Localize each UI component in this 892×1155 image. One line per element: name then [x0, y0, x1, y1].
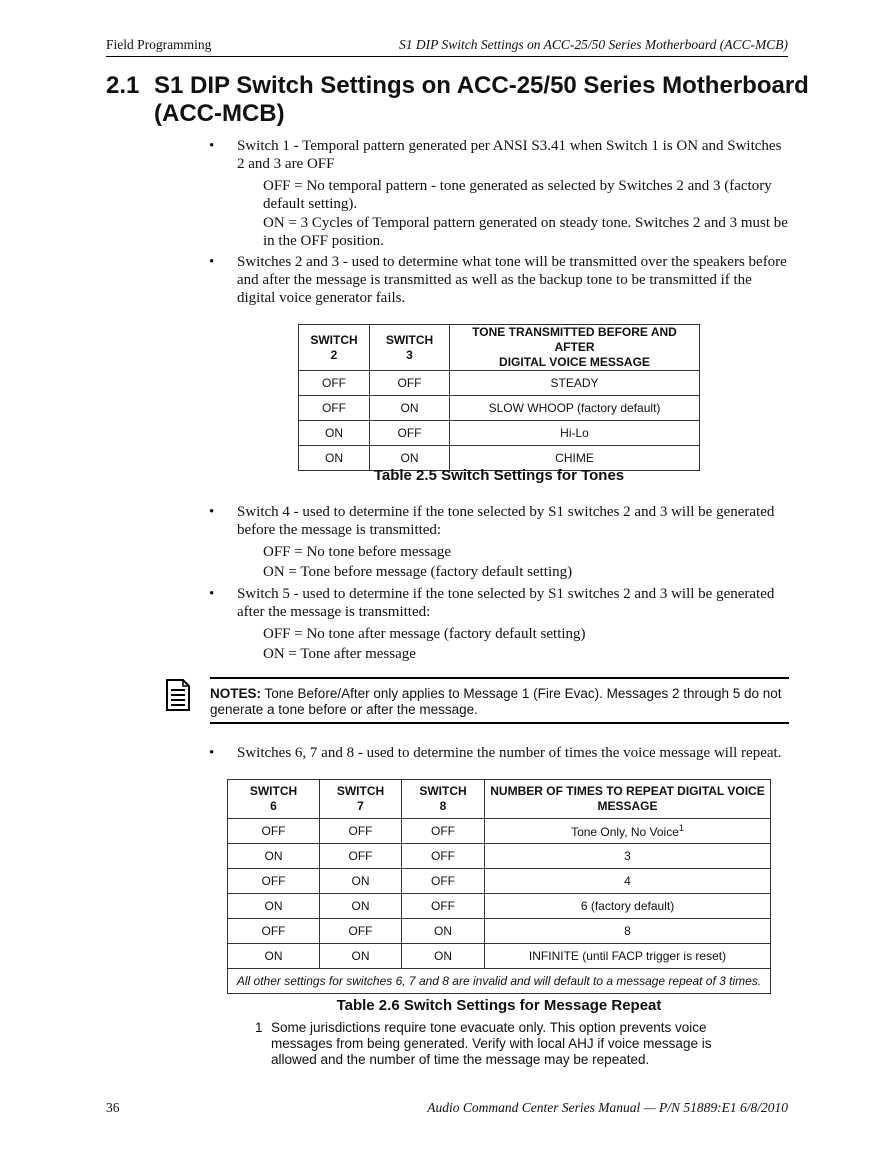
table-cell: OFF [402, 844, 485, 869]
footnote-text: Some jurisdictions require tone evacuate only. This option prevents voice messages from being generated. Verify with local AHJ if voice message is allowed and the number of time the message may be repeated. [271, 1020, 712, 1067]
footnote-marker: 1 [678, 823, 684, 833]
table-cell: OFF [228, 919, 320, 944]
switch-4-on-desc: ON = Tone before message (factory default setting) [263, 564, 573, 580]
table-cell: OFF [370, 371, 450, 396]
table-cell: OFF [402, 869, 485, 894]
table-row [228, 944, 771, 969]
header-section: S1 DIP Switch Settings on ACC-25/50 Series Motherboard (ACC-MCB) [399, 37, 788, 52]
bullet-marker: • [209, 586, 215, 602]
table-row [228, 894, 771, 919]
bullet-text: Switches 6, 7 and 8 - used to determine the number of times the voice message will repeat. [237, 745, 782, 761]
table-cell: OFF [320, 819, 402, 844]
table-cell: ON [320, 894, 402, 919]
switch-5-off-desc: OFF = No tone after message (factory default setting) [263, 626, 586, 642]
switch-1-on-desc: ON = 3 Cycles of Temporal pattern generated on steady tone. Switches 2 and 3 must be in the OFF position. [263, 215, 788, 249]
page-number: 36 [106, 1100, 120, 1115]
table-cell: OFF [228, 869, 320, 894]
note-icon [166, 679, 190, 711]
table-caption: Table 2.5 Switch Settings for Tones [373, 467, 625, 484]
table-row [228, 844, 771, 869]
table-cell: OFF [370, 421, 450, 446]
table-cell: ON [228, 844, 320, 869]
header-chapter: Field Programming [106, 37, 212, 52]
table-cell: ON [320, 944, 402, 969]
table-row [228, 819, 771, 844]
column-header: SWITCH 6 [228, 780, 320, 819]
bullet-text: Switch 5 - used to determine if the tone selected by S1 switches 2 and 3 will be generated after the message is transmitted: [237, 586, 775, 620]
table-cell: OFF [299, 371, 370, 396]
bullet-text: Switches 2 and 3 - used to determine what tone will be transmitted over the speakers before and after the message is transmitted as well as the backup tone to be transmitted if the digital voice generator fails. [237, 254, 787, 306]
column-header: SWITCH 3 [370, 325, 450, 371]
column-header: SWITCH 2 [299, 325, 370, 371]
table-cell: 4 [485, 869, 771, 894]
table-cell: 6 (factory default) [485, 894, 771, 919]
section-title: S1 DIP Switch Settings on ACC-25/50 Series Motherboard (ACC-MCB) [154, 72, 809, 127]
table-cell: OFF [402, 819, 485, 844]
table-cell: ON [370, 396, 450, 421]
bullet-text: Switch 4 - used to determine if the tone selected by S1 switches 2 and 3 will be generated before the message is transmitted: [237, 504, 775, 538]
table-cell: ON [402, 944, 485, 969]
bullet-switches-6-7-8 [209, 744, 792, 762]
switch-4-off-desc: OFF = No tone before message [263, 544, 452, 560]
table-cell: ON [228, 944, 320, 969]
switch-1-off-desc: OFF = No temporal pattern - tone generated as selected by Switches 2 and 3 (factory default setting). [263, 178, 772, 212]
bullet-switch-5 [209, 585, 792, 621]
table-footer-row [228, 969, 771, 994]
table-cell: CHIME [450, 446, 700, 471]
table-row [228, 919, 771, 944]
column-header: SWITCH 8 [402, 780, 485, 819]
table-cell: ON [370, 446, 450, 471]
table-cell: ON [320, 869, 402, 894]
table-cell: INFINITE (until FACP trigger is reset) [485, 944, 771, 969]
table-cell: OFF [320, 844, 402, 869]
table-cell: ON [402, 919, 485, 944]
table-cell [485, 819, 771, 844]
bullet-marker: • [209, 504, 215, 520]
cell-text: Tone Only, No Voice [571, 825, 679, 839]
table-row [299, 396, 700, 421]
bullet-marker: • [209, 138, 215, 154]
document-reference: Audio Command Center Series Manual — P/N 51889:E1 6/8/2010 [427, 1100, 788, 1115]
notes-box [210, 677, 789, 724]
switch-5-on-desc: ON = Tone after message [263, 646, 416, 662]
bullet-text: Switch 1 - Temporal pattern generated per ANSI S3.41 when Switch 1 is ON and Switches 2 and 3 are OFF [237, 138, 782, 172]
table-cell: 3 [485, 844, 771, 869]
table-cell: OFF [299, 396, 370, 421]
table-cell: 8 [485, 919, 771, 944]
table-cell: STEADY [450, 371, 700, 396]
column-header: TONE TRANSMITTED BEFORE AND AFTER DIGITAL VOICE MESSAGE [450, 325, 700, 371]
bullet-marker: • [209, 745, 215, 761]
table-header-row [228, 780, 771, 819]
table-cell: Hi-Lo [450, 421, 700, 446]
table-row [299, 371, 700, 396]
notes-label: NOTES: [210, 686, 262, 701]
column-header: SWITCH 7 [320, 780, 402, 819]
table-cell: ON [299, 421, 370, 446]
table-cell: ON [228, 894, 320, 919]
bullet-switch-1 [209, 137, 792, 173]
notes-body: Tone Before/After only applies to Message 1 (Fire Evac). Messages 2 through 5 do not generate a tone before or after the message. [210, 686, 782, 717]
table-caption: Table 2.6 Switch Settings for Message Repeat [336, 997, 662, 1014]
table-cell: OFF [320, 919, 402, 944]
message-repeat-table [227, 779, 771, 994]
table-cell: OFF [228, 819, 320, 844]
tone-settings-table [298, 324, 700, 471]
bullet-marker: • [209, 254, 215, 270]
table-cell: SLOW WHOOP (factory default) [450, 396, 700, 421]
table-cell: OFF [402, 894, 485, 919]
section-number: 2.1 [106, 72, 140, 99]
bullet-switch-4 [209, 503, 792, 539]
table-header-row [299, 325, 700, 371]
column-header: NUMBER OF TIMES TO REPEAT DIGITAL VOICE MESSAGE [485, 780, 771, 819]
footnote-number: 1 [255, 1020, 263, 1035]
bullet-switches-2-3 [209, 253, 792, 307]
notes-text [210, 686, 789, 718]
table-row [228, 869, 771, 894]
table-row [299, 421, 700, 446]
running-header [106, 36, 788, 57]
table-footer-note: All other settings for switches 6, 7 and 8 are invalid and will default to a message repeat of 3 times. [228, 969, 771, 994]
table-cell: ON [299, 446, 370, 471]
